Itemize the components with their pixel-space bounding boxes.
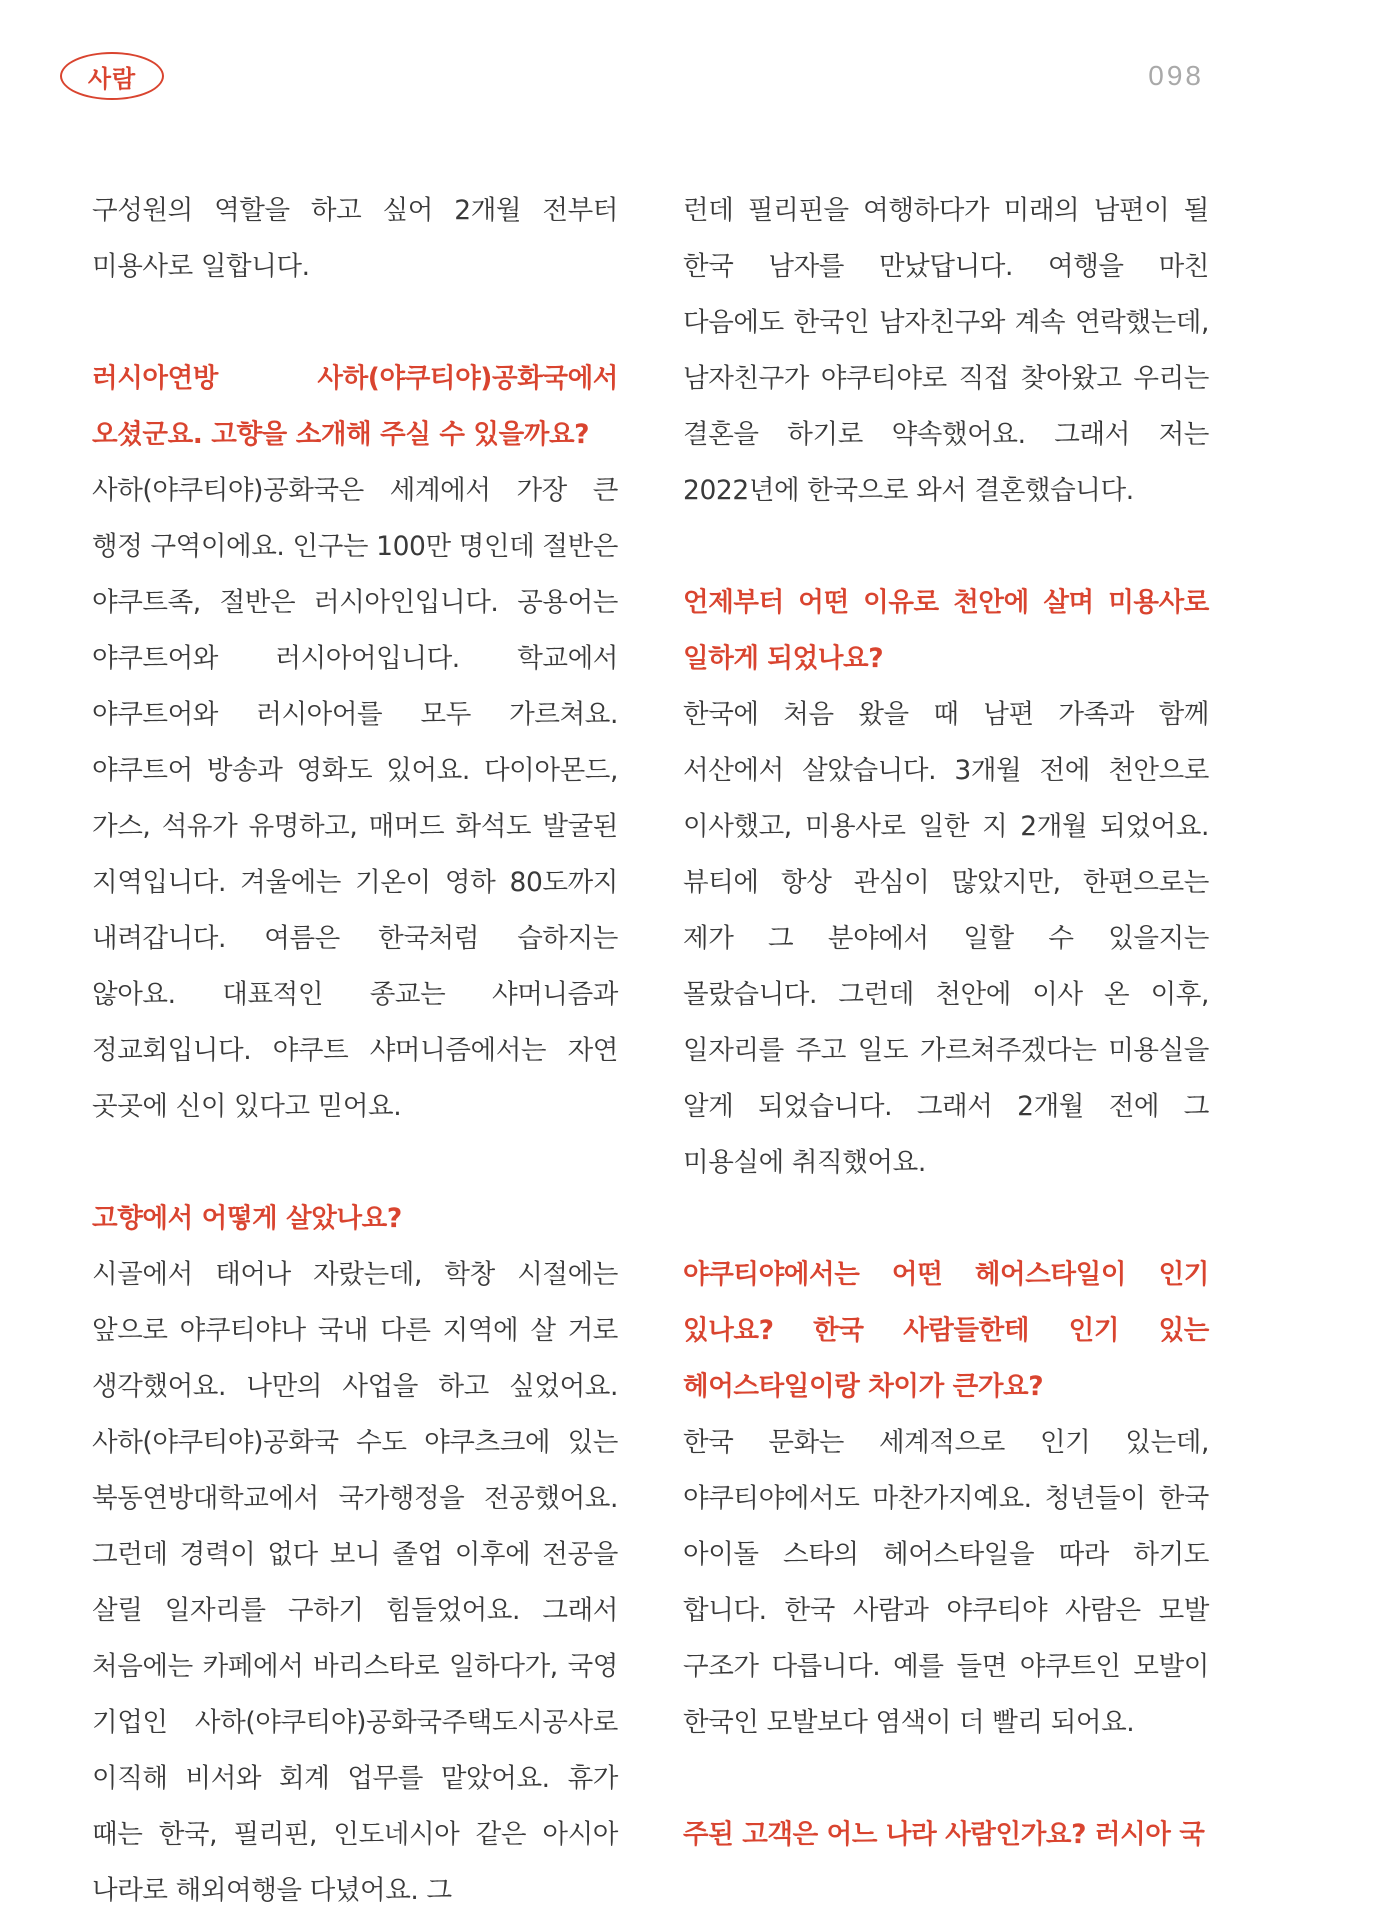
answer-paragraph: 사하(야쿠티야)공화국은 세계에서 가장 큰 행정 구역이에요. 인구는 100만 명인데 절반은 야쿠트족, 절반은 러시아인입니다. 공용어는 야쿠트어와 러시아어입니다. 학교에서 야쿠트어와 러시아어를 모두 가르쳐요. 야쿠트어 방송과 영화도 있어요. 다이아몬드, 가스, 석유가 유명하고, 매머드 화석도 발굴된 지역입니다. 겨울에는 기온이 영하 80도까지 내려갑니다. 여름은 한국처럼 습하지는 않아요. 대표적인 종교는 샤머니즘과 정교회입니다. 야쿠트 샤머니즘에서는 자연 곳곳에 신이 있다고 믿어요. [92, 475, 618, 1122]
qa-block [92, 183, 618, 295]
question-heading: 주된 고객은 어느 나라 사람인가요? 러시아 국 [683, 1819, 1205, 1850]
answer-paragraph: 한국에 처음 왔을 때 남편 가족과 함께 서산에서 살았습니다. 3개월 전에 천안으로 이사했고, 미용사로 일한 지 2개월 되었어요. 뷰티에 항상 관심이 많았지만, 한편으로는 제가 그 분야에서 일할 수 있을지는 몰랐습니다. 그런데 천안에 이사 온 이후, 일자리를 주고 일도 가르쳐주겠다는 미용실을 알게 되었습니다. 그래서 2개월 전에 그 미용실에 취직했어요. [683, 699, 1209, 1178]
answer-paragraph: 한국 문화는 세계적으로 인기 있는데, 야쿠티야에서도 마찬가지예요. 청년들이 한국 아이돌 스타의 헤어스타일을 따라 하기도 합니다. 한국 사람과 야쿠티야 사람은 모발 구조가 다릅니다. 예를 들면 야쿠트인 모발이 한국인 모발보다 염색이 더 빨리 되어요. [683, 1427, 1209, 1738]
question-heading: 야쿠티야에서는 어떤 헤어스타일이 인기 있나요? 한국 사람들한테 인기 있는 헤어스타일이랑 차이가 큰가요? [683, 1259, 1209, 1402]
right-column [683, 183, 1209, 1863]
answer-paragraph: 런데 필리핀을 여행하다가 미래의 남편이 될 한국 남자를 만났답니다. 여행을 마친 다음에도 한국인 남자친구와 계속 연락했는데, 남자친구가 야쿠티야로 직접 찾아왔고 우리는 결혼을 하기로 약속했어요. 그래서 저는 2022년에 한국으로 와서 결혼했습니다. [683, 195, 1209, 506]
answer-paragraph: 구성원의 역할을 하고 싶어 2개월 전부터 미용사로 일합니다. [92, 195, 618, 282]
answer-paragraph: 시골에서 태어나 자랐는데, 학창 시절에는 앞으로 야쿠티야나 국내 다른 지역에 살 거로 생각했어요. 나만의 사업을 하고 싶었어요. 사하(야쿠티야)공화국 수도 야쿠츠크에 있는 북동연방대학교에서 국가행정을 전공했어요. 그런데 경력이 없다 보니 졸업 이후에 전공을 살릴 일자리를 구하기 힘들었어요. 그래서 처음에는 카페에서 바리스타로 일하다가, 국영 기업인 사하(야쿠티야)공화국주택도시공사로 이직해 비서와 회계 업무를 맡았어요. 휴가 때는 한국, 필리핀, 인도네시아 같은 아시아 나라로 해외여행을 다녔어요. 그 [92, 1259, 618, 1906]
qa-block [683, 1807, 1209, 1863]
question-heading: 고향에서 어떻게 살았나요? [92, 1203, 402, 1234]
section-tag: 사람 [60, 52, 164, 100]
qa-block [92, 1191, 618, 1919]
qa-block [683, 575, 1209, 1191]
page-number: 098 [1148, 60, 1204, 91]
qa-block [683, 1247, 1209, 1751]
question-heading: 언제부터 어떤 이유로 천안에 살며 미용사로 일하게 되었나요? [683, 587, 1209, 674]
left-column [92, 183, 618, 1919]
question-heading: 러시아연방 사하(야쿠티야)공화국에서 오셨군요. 고향을 소개해 주실 수 있을까요? [92, 363, 618, 450]
qa-block [92, 351, 618, 1135]
qa-block [683, 183, 1209, 519]
